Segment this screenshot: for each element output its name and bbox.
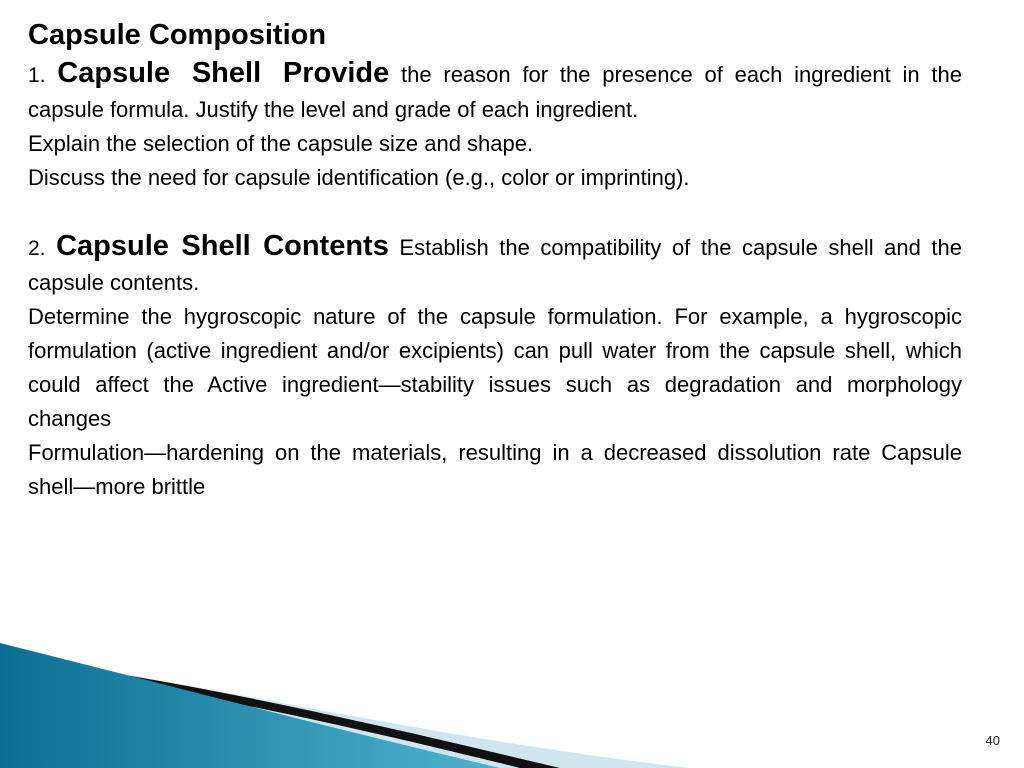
size-shape-line: Explain the selection of the capsule size and shape. (28, 131, 534, 156)
hygroscopic-paragraph: Determine the hygroscopic nature of the capsule formulation. For example, a hygroscopic formulation (active ingredient and/or excipients) can pull water from the capsule shell, which could affect the Active ingredient—stability issues such as degradation and morphology changes (28, 304, 962, 431)
section-1-paragraph (28, 56, 962, 127)
section-2-text: Establish the compatibility of the capsule shell and the capsule contents. (28, 235, 962, 295)
page-number: 40 (985, 733, 1000, 748)
identification-line: Discuss the need for capsule identification (e.g., color or imprinting). (28, 165, 690, 190)
section-2-number: 2. (28, 237, 46, 260)
section-2-paragraph (28, 229, 962, 300)
slide-title: Capsule Composition (28, 19, 327, 51)
hardening-paragraph: Formulation—hardening on the materials, resulting in a decreased dissolution rate Capsule shell—more brittle (28, 440, 962, 499)
bottom-wave-decoration (0, 643, 1024, 768)
section-2-heading: Capsule Shell Contents (56, 230, 389, 262)
section-1-heading: Capsule Shell Provide (57, 57, 390, 89)
slide-content (28, 16, 962, 504)
section-1-number: 1. (28, 64, 46, 87)
section-1-text: the reason for the presence of each ingredient in the capsule formula. Justify the level and grade of each ingredient. (28, 62, 962, 122)
